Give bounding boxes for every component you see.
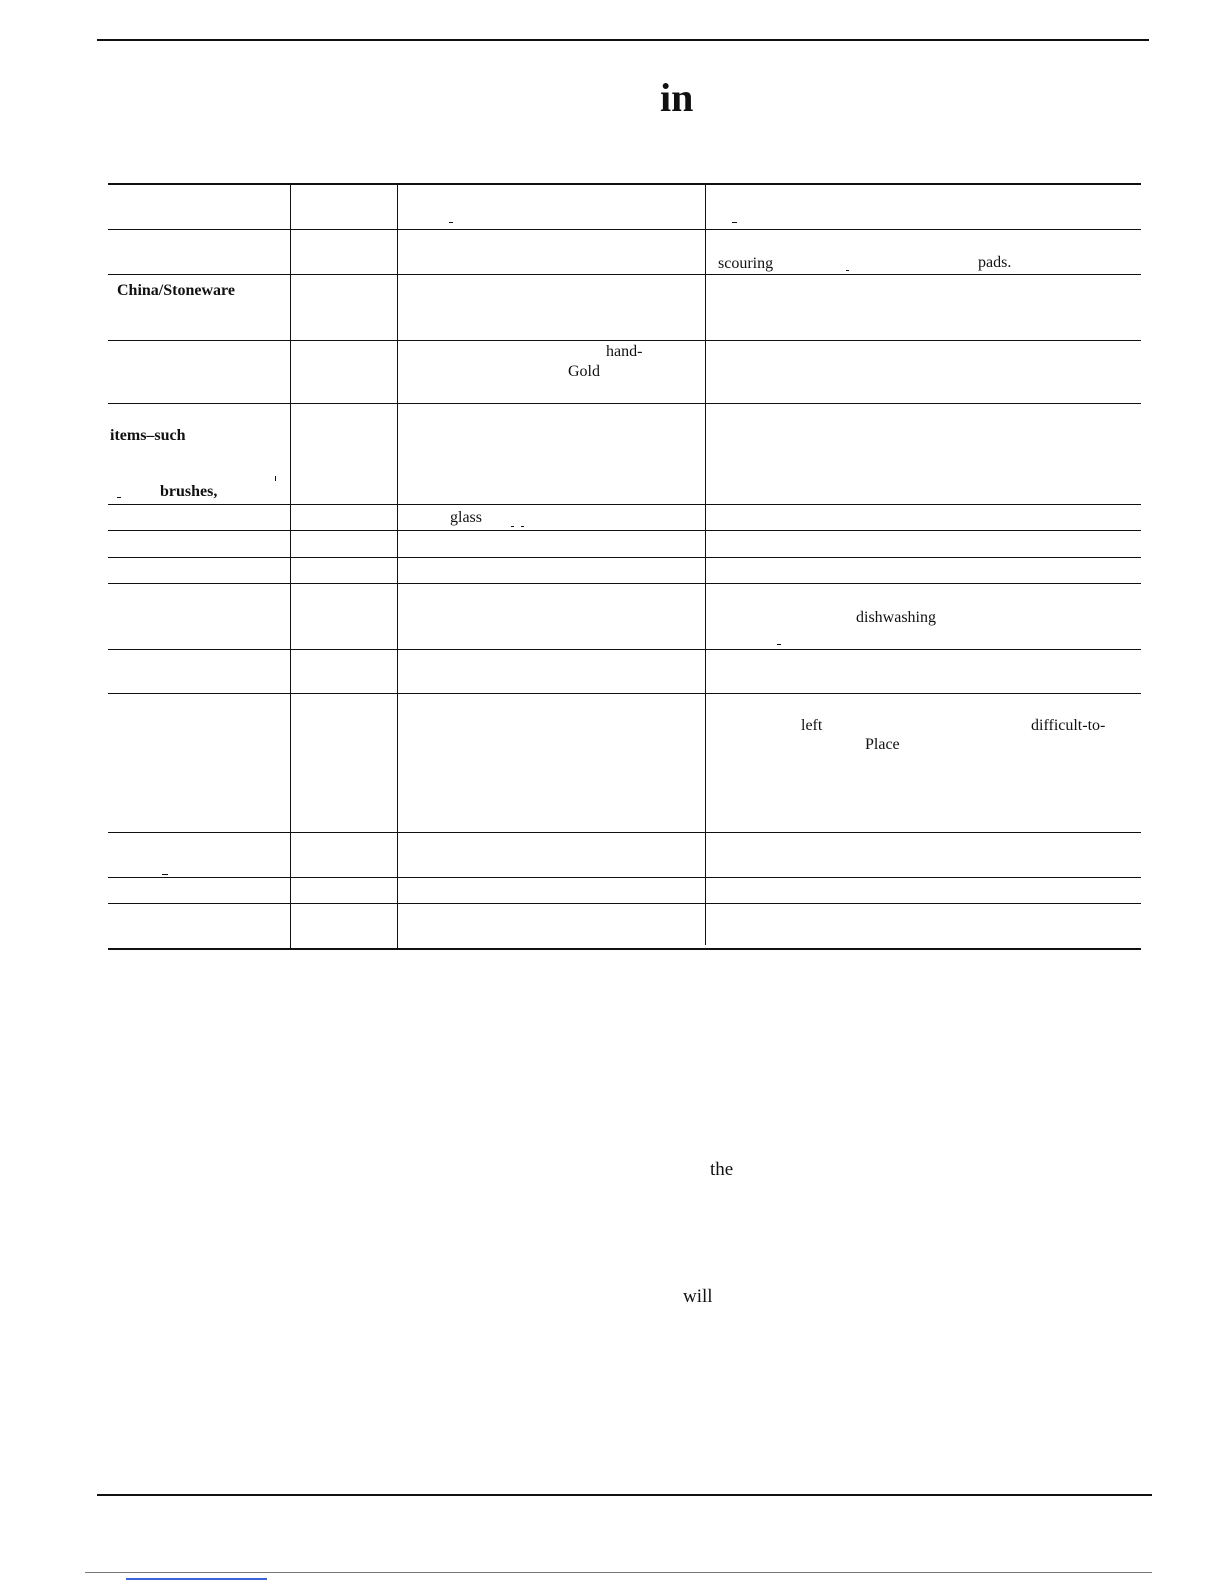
top-rule	[97, 39, 1149, 41]
bottom-rule	[97, 1494, 1152, 1496]
footer-rule	[85, 1572, 1152, 1573]
table-column-divider	[705, 183, 706, 945]
table-cell-text: brushes,	[160, 483, 218, 500]
mark	[777, 644, 781, 645]
table-rule	[108, 229, 1141, 230]
table-column-divider	[290, 183, 291, 950]
table-rule	[108, 504, 1141, 505]
table-cell-text: China/Stoneware	[117, 282, 235, 299]
table-cell-text: Gold	[568, 363, 600, 380]
mark	[511, 526, 514, 527]
table-cell-text: left	[801, 717, 823, 734]
table-rule	[108, 693, 1141, 694]
table-cell-text: dishwashing	[856, 609, 936, 626]
table-cell-text: hand-	[606, 343, 643, 360]
table-cell-text: difficult-to-	[1031, 717, 1106, 734]
body-text-fragment: will	[683, 1286, 713, 1307]
table-cell-text: pads.	[978, 254, 1012, 271]
page-title: in	[660, 75, 694, 120]
table-rule	[108, 832, 1141, 833]
table-rule	[108, 530, 1141, 531]
table-rule	[108, 274, 1141, 275]
mark	[117, 497, 121, 498]
table-rule	[108, 649, 1141, 650]
mark	[162, 874, 168, 875]
table-rule-bottom	[108, 948, 1141, 950]
table-column-divider	[397, 183, 398, 950]
mark	[846, 270, 849, 271]
mark	[732, 222, 737, 223]
table-cell-text: glass	[450, 509, 482, 526]
table-rule	[108, 403, 1141, 404]
mark	[275, 476, 276, 481]
link-underline[interactable]	[126, 1578, 267, 1580]
mark	[449, 222, 453, 223]
table-rule-top	[108, 183, 1141, 185]
table-rule	[108, 877, 1141, 878]
table-rule	[108, 340, 1141, 341]
mark	[521, 526, 524, 527]
table-cell-text: items–such	[110, 427, 186, 444]
table-cell-text: Place	[865, 736, 900, 753]
table-rule	[108, 557, 1141, 558]
table-rule	[108, 583, 1141, 584]
table-rule	[108, 903, 1141, 904]
table-cell-text: scouring	[718, 255, 774, 272]
body-text-fragment: the	[710, 1159, 734, 1180]
